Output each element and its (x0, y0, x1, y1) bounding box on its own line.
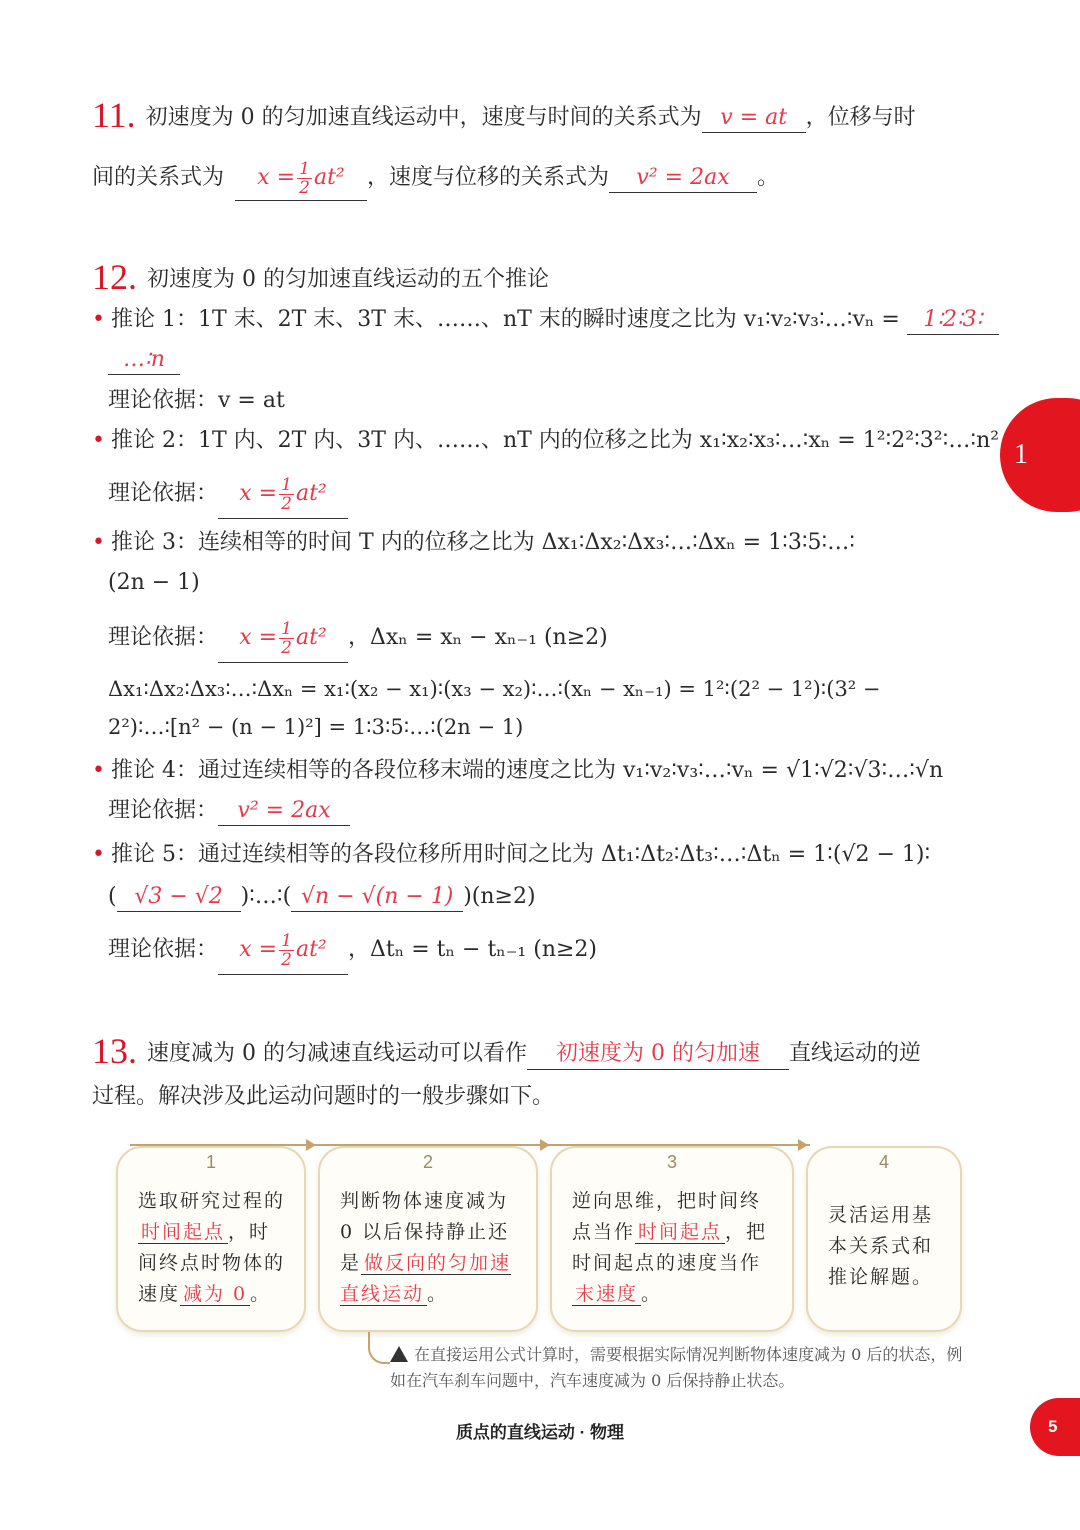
q13-line-2: 过程。解决涉及此运动问题时的一般步骤如下。 (92, 1084, 555, 1109)
step-text-part: ，把时间起点的速度当作 (572, 1221, 768, 1274)
bullet-icon: • (92, 428, 105, 453)
basis-x-rhs: at² (295, 481, 327, 506)
step-number: 3 (666, 1152, 677, 1172)
q12-c2-basis (108, 470, 348, 519)
step-text-part: 逆向思维，把时间终点当作 (572, 1190, 762, 1243)
q12-c5-text: 推论 5：通过连续相等的各段位移所用时间之比为 Δt₁∶Δt₂∶Δt₃∶…∶Δtₙ = 1∶(√2 − 1)∶ (110, 842, 931, 867)
step-card-4 (806, 1146, 962, 1332)
q11-fraction-den: 2 (299, 177, 310, 198)
q12-c5-answer-2: √n − √(n − 1) (291, 883, 463, 912)
step-card-1 (116, 1146, 306, 1332)
q12-c3-derivation-2: 2²)∶…∶[n² − (n − 1)²] = 1∶3∶5∶…∶(2n − 1) (108, 715, 524, 739)
step-card-3 (550, 1146, 794, 1332)
q13-number: 13. (92, 1031, 137, 1071)
basis-fraction-den: 2 (281, 637, 292, 658)
q11-answer-2-lhs: x = (257, 165, 296, 190)
q12-c2-basis-label: 理论依据： (108, 481, 219, 506)
q12-c5-close: )(n≥2) (463, 884, 536, 909)
basis-x-lhs: x = (239, 937, 278, 962)
q12-c3-basis (108, 614, 608, 663)
q11-fraction-num: 1 (299, 158, 310, 179)
q12-c5-extra: ，Δtₙ = tₙ − tₙ₋₁ (n≥2) (348, 937, 598, 962)
q13-text-1: 速度减为 0 的匀减速直线运动可以看作 (147, 1041, 527, 1066)
q12-c4-text: 推论 4：通过连续相等的各段位移末端的速度之比为 v₁∶v₂∶v₃∶…∶vₙ = √1∶√2∶√3∶…∶√n (110, 758, 944, 783)
step-text-part: 灵活运用基本关系式和推论解题。 (828, 1204, 934, 1288)
basis-fraction-num: 1 (281, 474, 292, 495)
q12-c1-text: 推论 1：1T 末、2T 末、3T 末、……、nT 末的瞬时速度之比为 v₁∶v₂∶v₃∶…∶vₙ = (110, 307, 900, 332)
q12-c1-line (92, 305, 999, 335)
q12-c4-basis (108, 796, 350, 826)
q12-c4-basis-answer: v² = 2ax (218, 797, 350, 826)
q12-c5-basis-answer (218, 926, 348, 975)
q11-text-1: 初速度为 0 的匀加速直线运动中，速度与时间的关系式为 (145, 105, 702, 130)
bullet-icon: • (92, 842, 105, 867)
q11-answer-2 (235, 156, 367, 201)
q13-answer-1: 初速度为 0 的匀加速 (527, 1039, 789, 1070)
basis-fraction (279, 620, 294, 657)
basis-x-rhs: at² (295, 625, 327, 650)
step-text-part: 。 (427, 1283, 449, 1305)
step-text (572, 1186, 776, 1310)
q11-text-3: 间的关系式为 (92, 165, 225, 190)
q12-c3-basis-answer (218, 614, 348, 663)
q12-c2-basis-answer (218, 470, 348, 519)
note-connector (368, 1332, 390, 1364)
step-text-part: ，时间终点时物体的速度 (138, 1221, 286, 1305)
q11-number: 11. (92, 95, 136, 135)
step-fill-blank: 减为 0 (180, 1283, 250, 1306)
q12-title: 初速度为 0 的匀加速直线运动的五个推论 (147, 267, 549, 292)
q13-line-1 (92, 1031, 922, 1071)
q11-answer-3: v² = 2ax (609, 164, 757, 193)
q12-c4-basis-label: 理论依据： (108, 798, 219, 823)
q12-c5-mid: )∶…∶( (240, 884, 292, 909)
q12-c3-derivation-1: Δx₁∶Δx₂∶Δx₃∶…∶Δxₙ = x₁∶(x₂ − x₁)∶(x₃ − x₂)∶…∶(xₙ − xₙ₋₁) = 1²∶(2² − 1²)∶(3² − (108, 677, 881, 701)
q12-c1-answer-b: …∶n (108, 346, 180, 375)
bullet-icon: • (92, 307, 105, 332)
q12-c5-line-2 (108, 882, 536, 912)
step-number: 1 (205, 1152, 216, 1172)
basis-fraction-den: 2 (281, 493, 292, 514)
q12-c5-answer-1: √3 − √2 (117, 883, 241, 912)
q12-c3-extra: ，Δxₙ = xₙ − xₙ₋₁ (n≥2) (348, 625, 608, 650)
q13-text-2: 直线运动的逆 (789, 1041, 922, 1066)
q12-c2-text: 推论 2：1T 内、2T 内、3T 内、……、nT 内的位移之比为 x₁∶x₂∶x₃∶…∶xₙ = 1²∶2²∶3²∶…∶n² (110, 428, 1000, 453)
basis-x-lhs: x = (239, 481, 278, 506)
step-text (340, 1186, 520, 1310)
step-text-part: 。 (250, 1283, 272, 1305)
q11-line-1 (92, 95, 916, 135)
page-number: 5 (1030, 1398, 1080, 1456)
step-number: 2 (422, 1152, 433, 1172)
bullet-icon: • (92, 758, 105, 783)
q12-c1-answer-a: 1∶2∶3∶ (907, 306, 999, 335)
q12-c3-text: 推论 3：连续相等的时间 T 内的位移之比为 Δx₁∶Δx₂∶Δx₃∶…∶Δxₙ = 1∶3∶5∶…∶ (110, 530, 856, 555)
step-fill-blank: 时间起点 (635, 1221, 725, 1244)
basis-fraction-num: 1 (281, 618, 292, 639)
warning-note-text: 在直接运用公式计算时，需要根据实际情况判断物体速度减为 0 后的状态，例如在汽车刹车问题中，汽车速度减为 0 后保持静止状态。 (390, 1345, 963, 1390)
q12-c5-basis (108, 926, 597, 975)
q12-c5-line (92, 840, 930, 870)
basis-fraction-num: 1 (281, 930, 292, 951)
q11-answer-1: v = at (702, 104, 806, 133)
q11-answer-2-rhs: at² (313, 165, 345, 190)
q11-text-2: ，位移与时 (805, 105, 916, 130)
q11-text-5: 。 (757, 165, 780, 190)
step-text-part: 选取研究过程的 (138, 1190, 286, 1212)
q11-fraction (297, 160, 312, 197)
page-footer: 质点的直线运动 · 物理 (455, 1423, 625, 1442)
step-text (828, 1200, 944, 1293)
q12-c3-text-2: (2n − 1) (108, 570, 200, 595)
step-text-part: 。 (641, 1283, 663, 1305)
basis-x-rhs: at² (295, 937, 327, 962)
basis-fraction (279, 476, 294, 513)
q12-c1-line-2 (108, 345, 180, 375)
q12-c2-line (92, 426, 999, 456)
flow-arrow-icon (306, 1139, 316, 1151)
step-number: 4 (878, 1152, 889, 1172)
chapter-tab: 1 (1000, 398, 1080, 512)
q12-c3-basis-label: 理论依据： (108, 625, 219, 650)
step-card-2 (318, 1146, 538, 1332)
warning-note (390, 1342, 970, 1394)
q12-number: 12. (92, 257, 137, 297)
basis-fraction (279, 932, 294, 969)
q12-title-line (92, 257, 549, 297)
q12-c3-line (92, 528, 855, 558)
q12-c1-basis: 理论依据：v = at (108, 388, 285, 413)
step-text-part: 判断物体速度减为 0 以后保持静止还是 (340, 1190, 510, 1274)
flow-arrow-icon (540, 1139, 550, 1151)
bullet-icon: • (92, 530, 105, 555)
q12-c5-open: ( (108, 884, 117, 909)
warning-icon (390, 1346, 408, 1362)
basis-fraction-den: 2 (281, 949, 292, 970)
step-fill-blank: 做反向的匀加速直线运动 (340, 1252, 512, 1305)
basis-x-lhs: x = (239, 625, 278, 650)
q11-line-2 (92, 156, 779, 201)
step-text (138, 1186, 288, 1310)
q11-text-4: ，速度与位移的关系式为 (367, 165, 610, 190)
q12-c4-line (92, 756, 943, 786)
flow-arrow-icon (798, 1139, 808, 1151)
step-fill-blank: 时间起点 (138, 1221, 228, 1244)
step-fill-blank: 末速度 (572, 1283, 641, 1306)
q12-c5-basis-label: 理论依据： (108, 937, 219, 962)
